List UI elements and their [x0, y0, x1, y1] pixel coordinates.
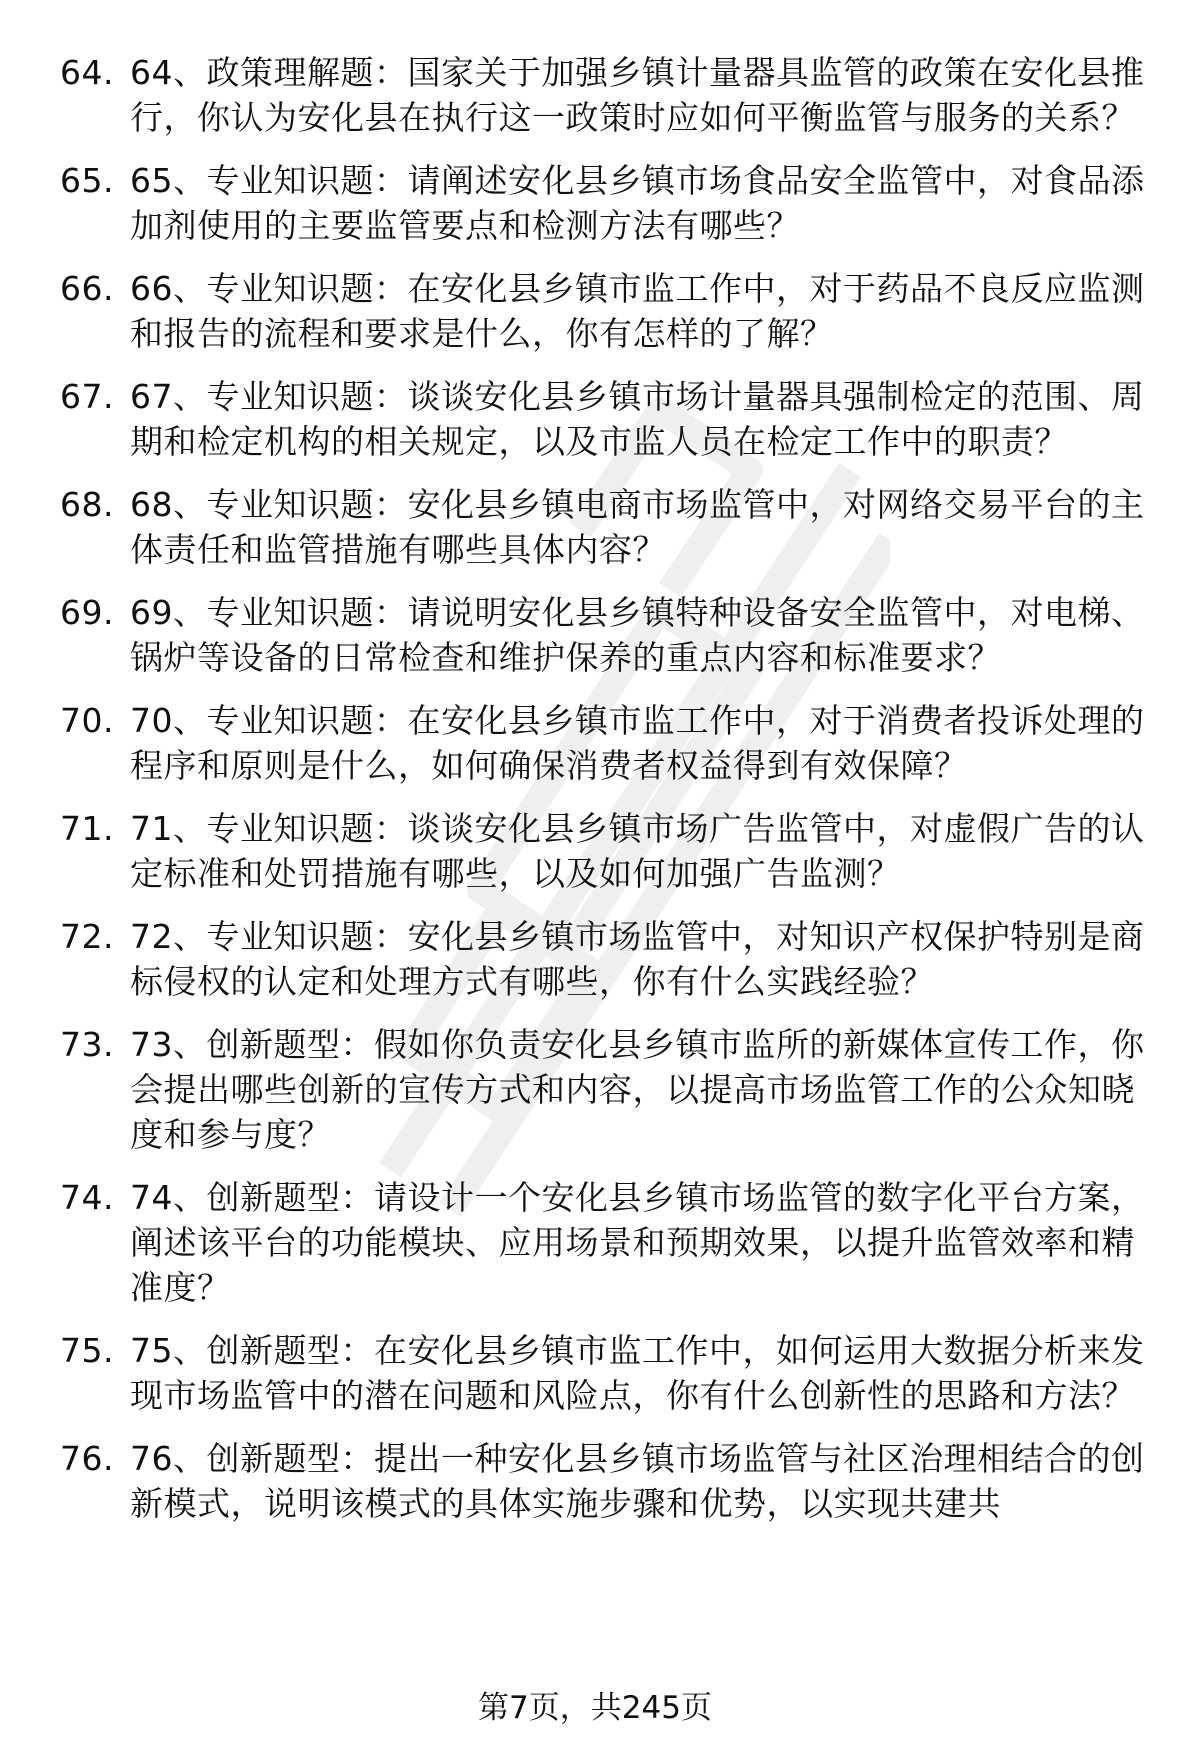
question-number: 76.: [60, 1439, 114, 1478]
question-number: 67.: [60, 377, 114, 416]
question-text: 74、创新题型：请设计一个安化县乡镇市场监管的数字化平台方案，阐述该平台的功能模块、应用场景和预期效果，以提升监管效率和精准度？: [130, 1178, 1145, 1307]
question-text: 75、创新题型：在安化县乡镇市监工作中，如何运用大数据分析来发现市场监管中的潜在问题和风险点，你有什么创新性的思路和方法？: [130, 1331, 1145, 1415]
question-item-74: [60, 1175, 1160, 1310]
question-text: 66、专业知识题：在安化县乡镇市监工作中，对于药品不良反应监测和报告的流程和要求是什么，你有怎样的了解？: [130, 269, 1145, 353]
page-footer: 第7页，共245页: [478, 1690, 712, 1726]
question-number: 74.: [60, 1178, 114, 1217]
question-number: 66.: [60, 269, 114, 308]
question-item-69: [60, 590, 1160, 680]
question-text: 64、政策理解题：国家关于加强乡镇计量器具监管的政策在安化县推行，你认为安化县在执行这一政策时应如何平衡监管与服务的关系？: [130, 53, 1145, 137]
question-item-71: [60, 806, 1160, 896]
question-text: 71、专业知识题：谈谈安化县乡镇市场广告监管中，对虚假广告的认定标准和处罚措施有哪些，以及如何加强广告监测？: [130, 809, 1145, 893]
question-number: 75.: [60, 1331, 114, 1370]
question-item-70: [60, 698, 1160, 788]
question-number: 71.: [60, 809, 114, 848]
question-item-66: [60, 266, 1160, 356]
question-item-68: [60, 482, 1160, 572]
question-item-75: [60, 1328, 1160, 1418]
question-number: 72.: [60, 917, 114, 956]
question-item-72: [60, 914, 1160, 1004]
question-text: 73、创新题型：假如你负责安化县乡镇市监所的新媒体宣传工作，你会提出哪些创新的宣传方式和内容，以提高市场监管工作的公众知晓度和参与度？: [130, 1025, 1145, 1154]
question-text: 72、专业知识题：安化县乡镇市场监管中，对知识产权保护特别是商标侵权的认定和处理方式有哪些，你有什么实践经验？: [130, 917, 1145, 1001]
question-item-64: [60, 50, 1160, 140]
question-list: [60, 50, 1160, 1544]
question-number: 70.: [60, 701, 114, 740]
question-text: 67、专业知识题：谈谈安化县乡镇市场计量器具强制检定的范围、周期和检定机构的相关规定，以及市监人员在检定工作中的职责？: [130, 377, 1145, 461]
question-item-73: [60, 1022, 1160, 1157]
question-item-65: [60, 158, 1160, 248]
question-item-67: [60, 374, 1160, 464]
question-text: 70、专业知识题：在安化县乡镇市监工作中，对于消费者投诉处理的程序和原则是什么，如何确保消费者权益得到有效保障？: [130, 701, 1145, 785]
question-number: 65.: [60, 161, 114, 200]
question-text: 68、专业知识题：安化县乡镇电商市场监管中，对网络交易平台的主体责任和监管措施有哪些具体内容？: [130, 485, 1145, 569]
question-text: 69、专业知识题：请说明安化县乡镇特种设备安全监管中，对电梯、锅炉等设备的日常检查和维护保养的重点内容和标准要求？: [130, 593, 1145, 677]
question-number: 73.: [60, 1025, 114, 1064]
question-text: 76、创新题型：提出一种安化县乡镇市场监管与社区治理相结合的创新模式，说明该模式的具体实施步骤和优势，以实现共建共: [130, 1439, 1145, 1523]
question-number: 64.: [60, 53, 114, 92]
question-item-76: [60, 1436, 1160, 1526]
question-number: 68.: [60, 485, 114, 524]
question-text: 65、专业知识题：请阐述安化县乡镇市场食品安全监管中，对食品添加剂使用的主要监管要点和检测方法有哪些？: [130, 161, 1145, 245]
question-number: 69.: [60, 593, 114, 632]
